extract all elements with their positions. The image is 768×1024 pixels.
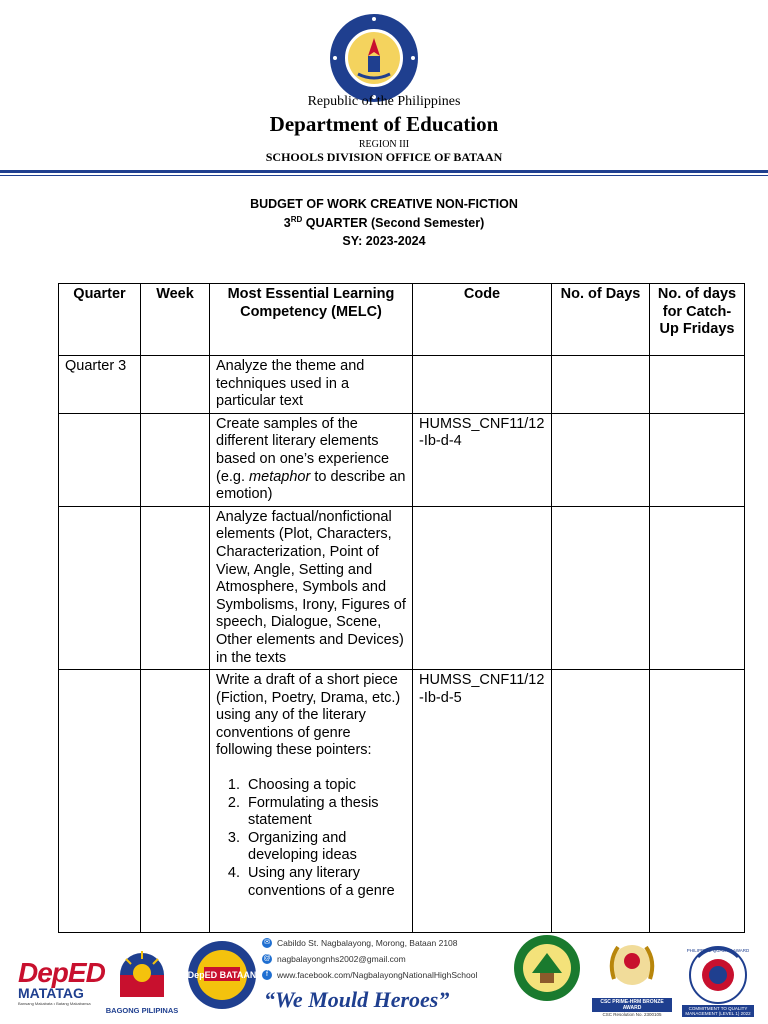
header-code: Code bbox=[413, 284, 552, 356]
table-row bbox=[59, 413, 745, 506]
list-item: 4. Using any literary conventions of a genre bbox=[244, 865, 406, 900]
republic-line: Republic of the Philippines bbox=[307, 94, 461, 109]
code-cell bbox=[413, 356, 552, 414]
catchup-cell bbox=[650, 506, 745, 669]
table-row bbox=[59, 670, 745, 933]
facebook-icon: f bbox=[262, 970, 272, 980]
melc-cell: Create samples of the different literary elements based on one’s experience (e.g. metaphor to describe an emotion) bbox=[210, 413, 413, 506]
list-item: 3. Organizing and developing ideas bbox=[244, 830, 406, 865]
facebook-line: f www.facebook.com/NagbalayongNationalHighSchool bbox=[262, 967, 477, 983]
division-bataan-seal-icon bbox=[186, 933, 258, 1017]
quarter-cell bbox=[59, 506, 141, 669]
table-row bbox=[59, 356, 745, 414]
melc-cell: Analyze factual/nonfictional elements (Plot, Characters, Characterization, Point of View, Angle, Setting and Atmosphere, Symbols and Symbolisms, Irony, Figures of speech, Dialogue, Scene, Other elements and Devices) in the texts bbox=[210, 506, 413, 669]
school-seal-icon bbox=[512, 933, 582, 1003]
code-cell: HUMSS_CNF11/12-Ib-d-4 bbox=[413, 413, 552, 506]
melc-cell bbox=[210, 670, 413, 933]
laurel-icon bbox=[602, 939, 662, 991]
pointer-list bbox=[216, 777, 406, 900]
list-item: 1. Choosing a topic bbox=[244, 777, 406, 795]
division-line: SCHOOLS DIVISION OFFICE OF BATAAN bbox=[265, 150, 503, 164]
bagong-pilipinas-logo bbox=[102, 945, 182, 1015]
matatag-wordmark: MATATAG bbox=[18, 985, 84, 1001]
quarter-cell: Quarter 3 bbox=[59, 356, 141, 414]
pqa-text: PHILIPPINE QUALITY AWARD bbox=[686, 948, 750, 953]
pqa-band-text: COMMITMENT TO QUALITY MANAGEMENT (LEVEL 1) 2022 bbox=[682, 1005, 754, 1017]
deped-seal-logo bbox=[328, 12, 420, 104]
week-cell bbox=[141, 413, 210, 506]
quarter-line: 3RD QUARTER (Second Semester) bbox=[283, 215, 485, 231]
week-cell bbox=[141, 506, 210, 669]
header-divider bbox=[0, 170, 768, 173]
code-cell: HUMSS_CNF11/12-Ib-d-5 bbox=[413, 670, 552, 933]
bagong-pilipinas-icon bbox=[112, 945, 172, 1001]
catchup-cell bbox=[650, 356, 745, 414]
deped-wordmark: DepED bbox=[18, 957, 105, 988]
catchup-cell bbox=[650, 670, 745, 933]
envelope-icon: ✉ bbox=[262, 938, 272, 948]
email-line: @ nagbalayongnhs2002@gmail.com bbox=[263, 954, 406, 964]
contact-block bbox=[262, 935, 477, 983]
deped-matatag-logo bbox=[18, 957, 105, 1006]
school-motto: “We Mould Heroes” bbox=[264, 987, 450, 1012]
list-item: 2. Formulating a thesis statement bbox=[244, 795, 406, 830]
pqa-badge-icon bbox=[682, 943, 754, 1005]
header-quarter: Quarter bbox=[59, 284, 141, 356]
days-cell bbox=[552, 356, 650, 414]
melc-cell: Analyze the theme and techniques used in a particular text bbox=[210, 356, 413, 414]
email-icon: @ bbox=[263, 955, 271, 962]
days-cell bbox=[552, 506, 650, 669]
school-year: SY: 2023-2024 bbox=[342, 234, 426, 248]
header-days: No. of Days bbox=[552, 284, 650, 356]
days-cell bbox=[552, 670, 650, 933]
table-row bbox=[59, 506, 745, 669]
week-cell bbox=[141, 670, 210, 933]
address-line: ✉ Cabildo St. Nagbalayong, Morong, Bataan 2108 bbox=[262, 935, 477, 951]
header-catchup: No. of days for Catch-Up Fridays bbox=[650, 284, 745, 356]
csc-award-badge bbox=[592, 939, 672, 1017]
table-header-row bbox=[59, 284, 745, 356]
header-week: Week bbox=[141, 284, 210, 356]
week-cell bbox=[141, 356, 210, 414]
matatag-tagline: Bansang Makabata • Batang Makabansa bbox=[18, 1001, 91, 1006]
bagong-pilipinas-text: BAGONG PILIPINAS bbox=[105, 1006, 179, 1015]
header-melc: Most Essential Learning Competency (MELC) bbox=[210, 284, 413, 356]
department-title: Department of Education bbox=[269, 112, 499, 136]
page-footer bbox=[0, 925, 768, 1024]
quarter-cell bbox=[59, 670, 141, 933]
days-cell bbox=[552, 413, 650, 506]
region-line: REGION III bbox=[358, 139, 410, 150]
catchup-cell bbox=[650, 413, 745, 506]
header-divider-thin bbox=[0, 175, 768, 176]
csc-award-text: CSC PRIME-HRM BRONZE AWARD bbox=[592, 998, 672, 1012]
budget-of-work-table bbox=[58, 283, 745, 933]
melc-text: Write a draft of a short piece (Fiction, Poetry, Drama, etc.) using any of the literary conventions of genre following these pointers: bbox=[216, 672, 401, 759]
bataan-seal-text: DepED BATAAN bbox=[187, 970, 257, 980]
quarter-cell bbox=[59, 413, 141, 506]
document-title: BUDGET OF WORK CREATIVE NON-FICTION bbox=[250, 197, 518, 211]
code-cell bbox=[413, 506, 552, 669]
csc-resolution-text: CSC Resolution No. 2300105 bbox=[602, 1012, 662, 1017]
